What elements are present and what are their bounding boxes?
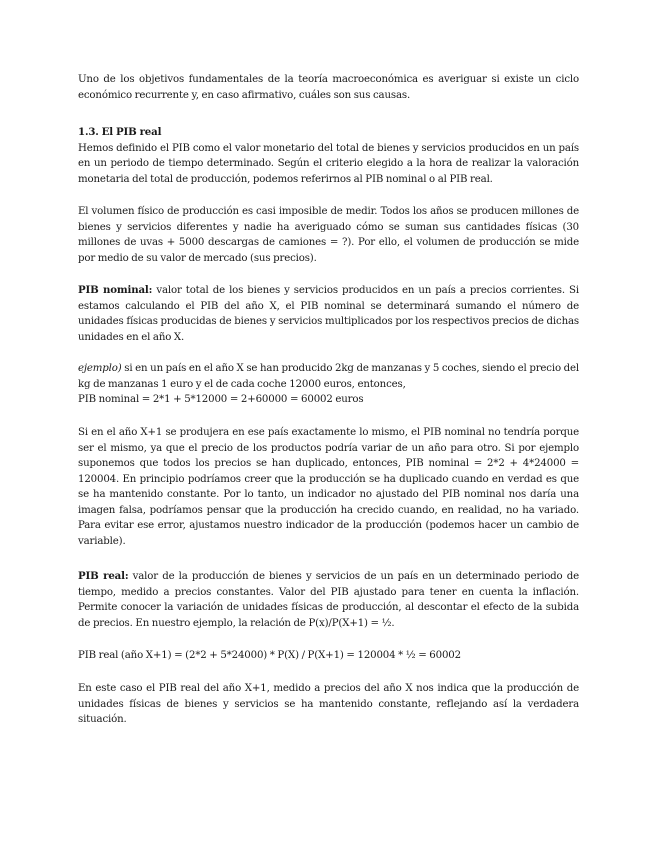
volumen-paragraph: El volumen físico de producción es casi imposible de medir. Todos los años se producen millones de bienes y servicios diferentes y nadie ha averiguado cómo se suman sus cantidades físicas (30 millones de uvas + 5000 descargas de camiones = ?). Por ello, el volumen de producción se mide por medio de su valor de mercado (sus precios). xyxy=(78,206,579,264)
intro-paragraph: Uno de los objetivos fundamentales de la teoría macroeconómica es averiguar si existe un ciclo económico recurrente y, en caso afirmativo, cuáles son sus causas. xyxy=(78,74,579,101)
nominal-paragraph xyxy=(78,283,579,345)
nominal-text: valor total de los bienes y servicios producidos en un país a precios corrientes. Si estamos calculando el PIB del año X, el PIB nominal se determinará sumando el número de unidades físicas producidas de bienes y servicios multiplicados por los respectivos precios de dichas unidades en el año X. xyxy=(78,285,579,343)
section-title: El PIB real xyxy=(101,126,162,138)
nominal-term: PIB nominal: xyxy=(78,284,153,296)
section-pib-real xyxy=(78,125,579,187)
real-term: PIB real: xyxy=(78,570,129,582)
ejemplo-formula: PIB nominal = 2*1 + 5*12000 = 2+60000 = 60002 euros xyxy=(78,394,364,405)
real-paragraph xyxy=(78,569,579,631)
real-formula: PIB real (año X+1) = (2*2 + 5*24000) * P(X) / P(X+1) = 120004 * ½ = 60002 xyxy=(78,650,461,661)
ejemplo-paragraph xyxy=(78,361,579,408)
ejemplo-text: si en un país en el año X se han producido 2kg de manzanas y 5 coches, siendo el precio del kg de manzanas 1 euro y el de cada coche 12000 euros, entonces, xyxy=(78,363,579,390)
section-text: Hemos definido el PIB como el valor monetario del total de bienes y servicios producidos en un país en un periodo de tiempo determinado. Según el criterio elegido a la hora de realizar la valoración monetaria del total de producción, podemos referirnos al PIB nominal o al PIB real. xyxy=(78,142,579,185)
section-heading xyxy=(78,125,579,141)
conclusion-paragraph: En este caso el PIB real del año X+1, medido a precios del año X nos indica que la producción de unidades físicas de bienes y servicios se ha mantenido constante, reflejando así la verdadera situación. xyxy=(78,683,579,725)
ejemplo-label: ejemplo) xyxy=(78,363,122,374)
real-text: valor de la producción de bienes y servicios de un país en un determinado periodo de tiempo, medido a precios constantes. Valor del PIB ajustado para tener en cuenta la inflación. Permite conocer la variación de unidades físicas de producción, al descontar el efecto de la subida de precios. En nuestro ejemplo, la relación de P(x)/P(X+1) = ½. xyxy=(78,571,579,629)
section-number: 1.3. xyxy=(78,126,99,138)
siguiente-paragraph: Si en el año X+1 se produjera en ese país exactamente lo mismo, el PIB nominal no tendría porque ser el mismo, ya que el precio de los productos podría variar de un año para otro. Si por ejemplo suponemos que todos los precios se han duplicado, entonces, PIB nominal = 2*2 + 4*24000 = 120004. En principio podríamos creer que la producción se ha duplicado cuando en verdad es que se ha mantenido constante. Por lo tanto, un indicador no ajustado del PIB nominal nos daría una imagen falsa, podríamos pensar que la producción ha crecido cuando, en realidad, no ha variado. Para evitar ese error, ajustamos nuestro indicador de la producción (podemos hacer un cambio de variable). xyxy=(78,427,579,547)
